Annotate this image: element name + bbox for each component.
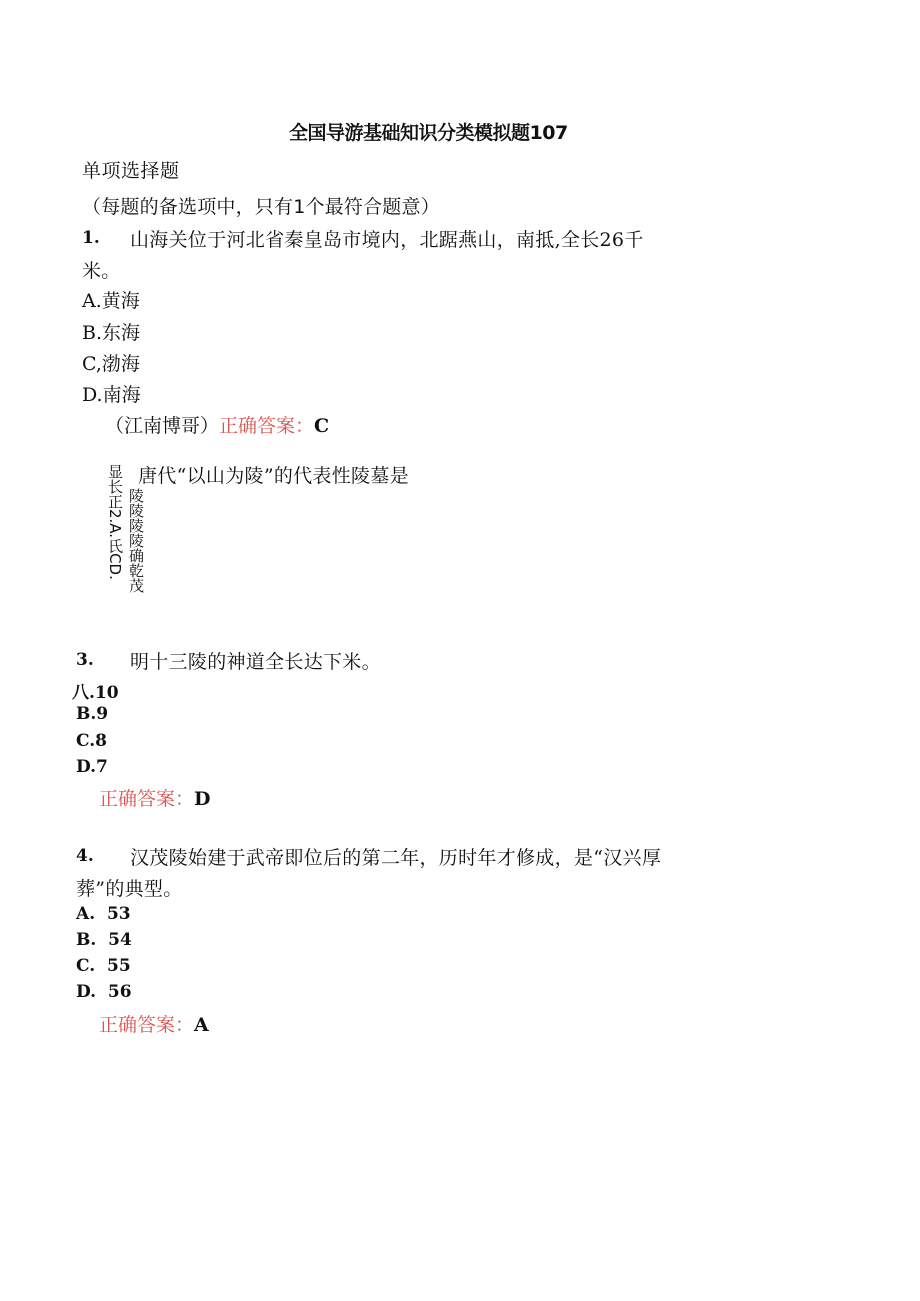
option-c: C.8 [76, 731, 107, 751]
option-c: C. 55 [76, 956, 131, 976]
option-b: B. 54 [76, 930, 132, 950]
question-text: 唐代“以山为陵”的代表性陵墓是 [138, 465, 409, 487]
answer-label: 正确答案： [99, 1014, 195, 1036]
option-b: B.东海 [82, 322, 141, 344]
question-text-continued: 葬”的典型。 [76, 878, 183, 900]
answer-value: A [194, 1014, 209, 1036]
question-number: 1. [82, 228, 100, 248]
question-text: 明十三陵的神道全长达下米。 [130, 651, 381, 673]
question-text: 汉茂陵始建于武帝即位后的第二年，历时年才修成，是“汉兴厚 [130, 847, 662, 869]
option-a: 八.10 [72, 683, 119, 703]
option-a: A.黄海 [82, 290, 140, 312]
option-d: D. 56 [76, 982, 132, 1002]
section-heading: 单项选择题 [82, 160, 180, 182]
option-c: C,渤海 [82, 353, 140, 375]
answer-label: 正确答案： [99, 788, 195, 810]
answer-line [105, 411, 329, 438]
document-title: 全国导游基础知识分类模拟题107 [289, 122, 568, 144]
source-label: （江南博哥） [105, 415, 220, 437]
answer-line [99, 784, 211, 811]
option-d: D.南海 [82, 384, 141, 406]
question-text: 山海关位于河北省秦皇岛市境内，北踞燕山，南抵,全长26千 [130, 229, 644, 251]
option-a: A. 53 [76, 904, 131, 924]
answer-label: 正确答案： [219, 415, 315, 437]
question-number: 3. [76, 650, 94, 670]
vertical-text-column: 显长正2.A.氏CD. [106, 464, 124, 580]
vertical-options-column: 陵陵陵陵确乾茂 [127, 488, 145, 593]
question-text-continued: 米。 [82, 260, 121, 282]
option-d: D.7 [76, 757, 108, 777]
section-note: （每题的备选项中，只有1个最符合题意） [82, 196, 440, 218]
question-number: 4. [76, 846, 94, 866]
answer-line [99, 1010, 209, 1037]
answer-value: C [314, 415, 330, 437]
option-b: B.9 [76, 704, 109, 724]
answer-value: D [194, 788, 211, 810]
